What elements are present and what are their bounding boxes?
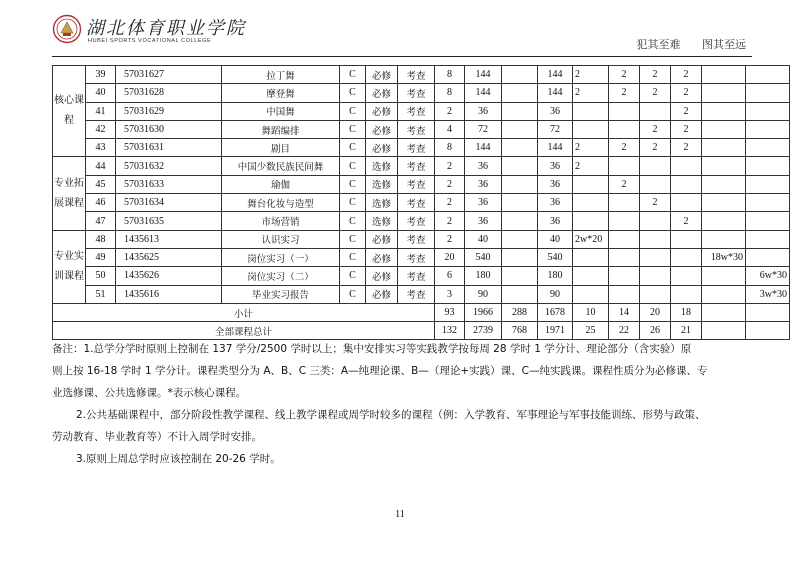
cell-s3 (640, 102, 671, 120)
motto (619, 36, 747, 52)
cell-s4 (671, 230, 702, 248)
cell-s1: 2 (573, 84, 609, 102)
cell-s3 (640, 175, 671, 193)
cell-s3 (640, 267, 671, 285)
cell-name: 毕业实习报告 (222, 285, 340, 303)
cell-practice: 144 (538, 66, 573, 84)
cell-seq: 46 (86, 194, 116, 212)
table-row (53, 194, 790, 212)
cell-s5 (702, 212, 746, 230)
cell-s5 (702, 303, 746, 321)
cell-theory (502, 84, 538, 102)
cell-theory (502, 230, 538, 248)
cell-name: 瑜伽 (222, 175, 340, 193)
cell-seq: 40 (86, 84, 116, 102)
total-label: 全部课程总计 (53, 322, 435, 340)
cell-practice: 180 (538, 267, 573, 285)
cell-assess: 考查 (398, 212, 435, 230)
table-row (53, 139, 790, 157)
cell-s4 (671, 194, 702, 212)
college-logo-icon (52, 14, 82, 44)
college-name-en: HUBEI SPORTS VOCATIONAL COLLEGE (88, 38, 212, 44)
cell-s1: 2w*20 (573, 230, 609, 248)
cell-s1 (573, 248, 609, 266)
cell-s2 (609, 212, 640, 230)
cell-total: 40 (465, 230, 502, 248)
table-row (53, 175, 790, 193)
cell-nature: 必修 (366, 102, 398, 120)
cell-nature: 选修 (366, 157, 398, 175)
cell-total: 2739 (465, 322, 502, 340)
cell-s2: 22 (609, 322, 640, 340)
cell-s6 (746, 102, 790, 120)
cell-assess: 考查 (398, 175, 435, 193)
cell-s3 (640, 230, 671, 248)
cell-assess: 考查 (398, 285, 435, 303)
cell-credit: 93 (435, 303, 465, 321)
cell-nature: 必修 (366, 285, 398, 303)
cell-practice: 36 (538, 175, 573, 193)
cell-s6 (746, 66, 790, 84)
note-1-line-2: 则上按 16-18 学时 1 学分计。课程类型分为 A、B、C 三类：A—纯理论课、B—（理论+实践）课、C—纯实践课。课程性质分为必修课、专 (52, 365, 708, 377)
cell-s6 (746, 157, 790, 175)
cell-total: 72 (465, 120, 502, 138)
note-2-line-2: 劳动教育、毕业教育等）不计入周学时安排。 (52, 431, 262, 443)
table-row (53, 230, 790, 248)
cell-s1: 2 (573, 66, 609, 84)
table-row (53, 120, 790, 138)
cell-s5 (702, 230, 746, 248)
cell-s6 (746, 175, 790, 193)
cell-credit: 2 (435, 175, 465, 193)
cell-code: 1435613 (116, 230, 222, 248)
cell-practice: 36 (538, 102, 573, 120)
cell-s1: 2 (573, 157, 609, 175)
cell-assess: 考查 (398, 230, 435, 248)
cell-s2 (609, 120, 640, 138)
cell-s2: 14 (609, 303, 640, 321)
cell-code: 1435625 (116, 248, 222, 266)
cell-type: C (340, 120, 366, 138)
cell-s4: 2 (671, 120, 702, 138)
cell-code: 57031629 (116, 102, 222, 120)
cell-s6 (746, 248, 790, 266)
cell-total: 36 (465, 194, 502, 212)
table-row (53, 66, 790, 84)
cell-nature: 必修 (366, 66, 398, 84)
cell-nature: 选修 (366, 175, 398, 193)
cell-s3: 2 (640, 84, 671, 102)
cell-code: 57031631 (116, 139, 222, 157)
cell-s5 (702, 66, 746, 84)
cell-s5 (702, 175, 746, 193)
cell-s2 (609, 267, 640, 285)
cell-s3: 2 (640, 139, 671, 157)
cell-s1 (573, 267, 609, 285)
cell-s4: 18 (671, 303, 702, 321)
cell-s4: 21 (671, 322, 702, 340)
cell-seq: 51 (86, 285, 116, 303)
cell-theory (502, 194, 538, 212)
cell-practice: 1678 (538, 303, 573, 321)
cell-credit: 6 (435, 267, 465, 285)
cell-s5 (702, 120, 746, 138)
cell-assess: 考查 (398, 194, 435, 212)
subtotal-row (53, 303, 790, 321)
cell-total: 144 (465, 139, 502, 157)
cell-type: C (340, 139, 366, 157)
cell-s1: 2 (573, 139, 609, 157)
cell-s2 (609, 230, 640, 248)
cell-practice: 144 (538, 84, 573, 102)
cell-seq: 39 (86, 66, 116, 84)
cell-name: 剧目 (222, 139, 340, 157)
cell-s4 (671, 267, 702, 285)
table-row (53, 285, 790, 303)
cell-credit: 4 (435, 120, 465, 138)
curriculum-table-body (53, 66, 790, 340)
cell-theory (502, 212, 538, 230)
cell-s4: 2 (671, 102, 702, 120)
cell-s4 (671, 248, 702, 266)
cell-s5: 18w*30 (702, 248, 746, 266)
cell-type: C (340, 175, 366, 193)
cell-total: 36 (465, 102, 502, 120)
cell-credit: 2 (435, 102, 465, 120)
cell-theory (502, 102, 538, 120)
cell-theory (502, 66, 538, 84)
cell-nature: 选修 (366, 212, 398, 230)
cell-theory: 288 (502, 303, 538, 321)
cell-code: 57031635 (116, 212, 222, 230)
cell-s2: 2 (609, 66, 640, 84)
cell-s4 (671, 175, 702, 193)
cell-assess: 考查 (398, 157, 435, 175)
cell-s2 (609, 194, 640, 212)
table-row (53, 212, 790, 230)
cell-s2: 2 (609, 84, 640, 102)
cell-code: 57031634 (116, 194, 222, 212)
cell-s3 (640, 212, 671, 230)
cell-s3 (640, 157, 671, 175)
cell-practice: 540 (538, 248, 573, 266)
cell-total: 36 (465, 157, 502, 175)
table-row (53, 84, 790, 102)
cell-type: C (340, 285, 366, 303)
cell-code: 57031627 (116, 66, 222, 84)
motto-right: 图其至远 (702, 38, 746, 51)
cell-seq: 47 (86, 212, 116, 230)
cell-assess: 考查 (398, 267, 435, 285)
cell-name: 市场营销 (222, 212, 340, 230)
category-cell: 专业实训课程 (53, 230, 86, 303)
cell-type: C (340, 230, 366, 248)
page-number: 11 (395, 509, 405, 520)
cell-s3 (640, 248, 671, 266)
cell-seq: 49 (86, 248, 116, 266)
table-row (53, 267, 790, 285)
cell-s6 (746, 230, 790, 248)
table-row (53, 157, 790, 175)
cell-code: 1435616 (116, 285, 222, 303)
cell-s6 (746, 84, 790, 102)
table-row (53, 248, 790, 266)
cell-s1 (573, 194, 609, 212)
cell-seq: 50 (86, 267, 116, 285)
motto-left: 犯其至难 (636, 38, 681, 51)
note-1-line-3: 业选修课、公共选修课。*表示核心课程。 (52, 387, 247, 399)
cell-s5 (702, 139, 746, 157)
cell-credit: 20 (435, 248, 465, 266)
cell-s5 (702, 267, 746, 285)
cell-theory (502, 267, 538, 285)
cell-assess: 考查 (398, 84, 435, 102)
cell-seq: 42 (86, 120, 116, 138)
cell-nature: 必修 (366, 139, 398, 157)
cell-s1 (573, 285, 609, 303)
cell-s4: 2 (671, 212, 702, 230)
cell-code: 57031633 (116, 175, 222, 193)
notes-section (52, 338, 752, 470)
cell-practice: 1971 (538, 322, 573, 340)
cell-practice: 90 (538, 285, 573, 303)
cell-total: 540 (465, 248, 502, 266)
cell-s6 (746, 303, 790, 321)
cell-type: C (340, 157, 366, 175)
note-1-line-1: 备注：1.总学分学时原则上控制在 137 学分/2500 学时以上；集中安排实习等实践教学按每周 28 学时 1 学分计、理论部分（含实验）原 (52, 343, 692, 355)
cell-theory (502, 285, 538, 303)
cell-s3: 2 (640, 194, 671, 212)
cell-credit: 3 (435, 285, 465, 303)
cell-s3: 2 (640, 120, 671, 138)
cell-s3: 26 (640, 322, 671, 340)
cell-s6: 6w*30 (746, 267, 790, 285)
cell-code: 1435626 (116, 267, 222, 285)
cell-nature: 必修 (366, 267, 398, 285)
cell-nature: 必修 (366, 248, 398, 266)
cell-s1 (573, 212, 609, 230)
cell-name: 岗位实习（一） (222, 248, 340, 266)
cell-s5 (702, 102, 746, 120)
cell-type: C (340, 194, 366, 212)
cell-theory: 768 (502, 322, 538, 340)
note-3: 3.原则上周总学时应该控制在 20-26 学时。 (76, 453, 281, 465)
cell-name: 舞台化妆与造型 (222, 194, 340, 212)
cell-s3: 20 (640, 303, 671, 321)
cell-s6 (746, 139, 790, 157)
cell-total: 36 (465, 175, 502, 193)
cell-theory (502, 248, 538, 266)
cell-theory (502, 139, 538, 157)
cell-code: 57031632 (116, 157, 222, 175)
cell-s6 (746, 120, 790, 138)
cell-practice: 72 (538, 120, 573, 138)
cell-credit: 2 (435, 194, 465, 212)
cell-total: 144 (465, 66, 502, 84)
cell-s5 (702, 194, 746, 212)
cell-s2 (609, 102, 640, 120)
cell-s1: 10 (573, 303, 609, 321)
college-name: 湖北体育职业学院 (86, 18, 246, 39)
cell-s4 (671, 157, 702, 175)
cell-s5 (702, 157, 746, 175)
note-2-line-1: 2.公共基础课程中，部分阶段性教学课程、线上教学课程或周学时较多的课程（例：入学教育、军事理论与军事技能训练、形势与政策、 (76, 409, 706, 421)
cell-practice: 36 (538, 194, 573, 212)
cell-assess: 考查 (398, 248, 435, 266)
cell-seq: 48 (86, 230, 116, 248)
cell-credit: 2 (435, 230, 465, 248)
category-cell: 专业拓展课程 (53, 157, 86, 230)
cell-s2 (609, 248, 640, 266)
cell-s1: 25 (573, 322, 609, 340)
cell-practice: 36 (538, 212, 573, 230)
cell-s3: 2 (640, 66, 671, 84)
cell-total: 36 (465, 212, 502, 230)
cell-s6 (746, 322, 790, 340)
cell-nature: 必修 (366, 230, 398, 248)
cell-theory (502, 120, 538, 138)
cell-s3 (640, 285, 671, 303)
cell-name: 中国少数民族民间舞 (222, 157, 340, 175)
cell-credit: 8 (435, 139, 465, 157)
total-label: 小计 (53, 303, 435, 321)
cell-s6 (746, 212, 790, 230)
curriculum-table (52, 65, 790, 340)
cell-s6 (746, 194, 790, 212)
category-cell: 核心课程 (53, 66, 86, 157)
cell-practice: 40 (538, 230, 573, 248)
cell-name: 中国舞 (222, 102, 340, 120)
cell-s1 (573, 175, 609, 193)
cell-type: C (340, 66, 366, 84)
cell-assess: 考查 (398, 102, 435, 120)
cell-s1 (573, 102, 609, 120)
cell-s4 (671, 285, 702, 303)
cell-type: C (340, 212, 366, 230)
cell-total: 180 (465, 267, 502, 285)
cell-seq: 44 (86, 157, 116, 175)
cell-s4: 2 (671, 84, 702, 102)
cell-assess: 考查 (398, 139, 435, 157)
cell-nature: 必修 (366, 120, 398, 138)
cell-name: 拉丁舞 (222, 66, 340, 84)
cell-s6: 3w*30 (746, 285, 790, 303)
cell-theory (502, 157, 538, 175)
cell-credit: 8 (435, 66, 465, 84)
cell-seq: 41 (86, 102, 116, 120)
cell-theory (502, 175, 538, 193)
cell-code: 57031630 (116, 120, 222, 138)
cell-s4: 2 (671, 139, 702, 157)
cell-practice: 144 (538, 139, 573, 157)
cell-s2: 2 (609, 175, 640, 193)
cell-credit: 132 (435, 322, 465, 340)
cell-type: C (340, 267, 366, 285)
header-divider (52, 56, 752, 57)
cell-type: C (340, 102, 366, 120)
cell-s2: 2 (609, 139, 640, 157)
cell-seq: 43 (86, 139, 116, 157)
cell-total: 144 (465, 84, 502, 102)
cell-type: C (340, 248, 366, 266)
cell-code: 57031628 (116, 84, 222, 102)
cell-s2 (609, 157, 640, 175)
cell-credit: 8 (435, 84, 465, 102)
cell-practice: 36 (538, 157, 573, 175)
cell-nature: 必修 (366, 84, 398, 102)
cell-assess: 考查 (398, 120, 435, 138)
cell-name: 认识实习 (222, 230, 340, 248)
cell-total: 90 (465, 285, 502, 303)
cell-s1 (573, 120, 609, 138)
table-row (53, 102, 790, 120)
cell-s4: 2 (671, 66, 702, 84)
cell-credit: 2 (435, 157, 465, 175)
cell-s2 (609, 285, 640, 303)
cell-credit: 2 (435, 212, 465, 230)
cell-name: 舞蹈编排 (222, 120, 340, 138)
cell-s5 (702, 84, 746, 102)
cell-total: 1966 (465, 303, 502, 321)
page-header (52, 14, 752, 58)
cell-type: C (340, 84, 366, 102)
cell-nature: 选修 (366, 194, 398, 212)
cell-name: 摩登舞 (222, 84, 340, 102)
cell-name: 岗位实习（二） (222, 267, 340, 285)
cell-seq: 45 (86, 175, 116, 193)
cell-assess: 考查 (398, 66, 435, 84)
cell-s5 (702, 285, 746, 303)
